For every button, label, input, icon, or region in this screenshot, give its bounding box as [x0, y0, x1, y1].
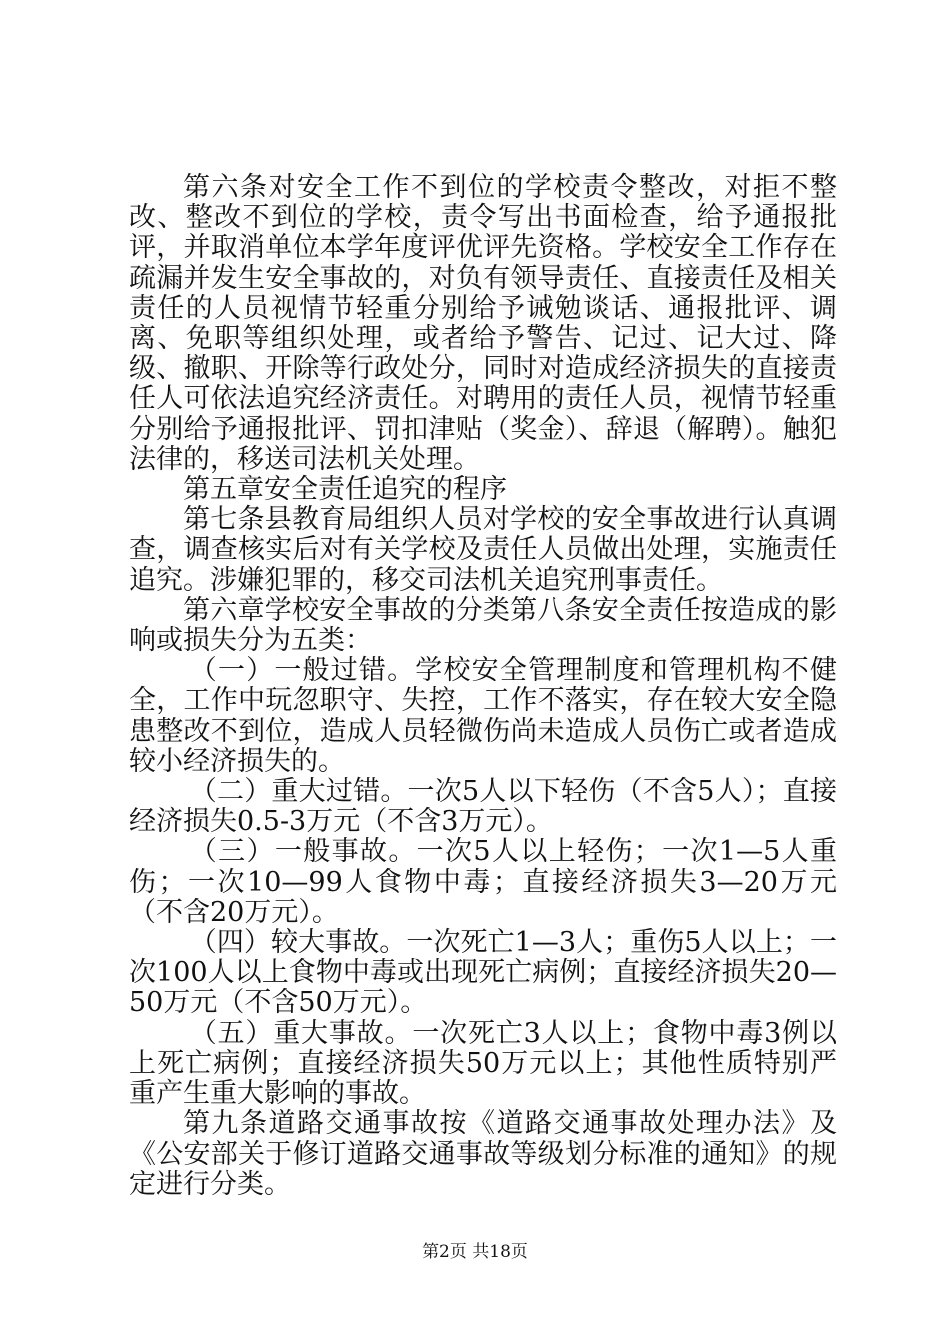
list-item-category-4: （四）较大事故。一次死亡1—3人；重伤5人以上；一次100人以上食物中毒或出现死亡病例；直接经济损失20—50万元（不含50万元）。: [129, 927, 837, 1019]
paragraph-article-9: 第九条道路交通事故按《道路交通事故处理办法》及《公安部关于修订道路交通事故等级划分标准的通知》的规定进行分类。: [129, 1108, 837, 1200]
document-body: [129, 173, 837, 1200]
paragraph-chapter-6-article-8: 第六章学校安全事故的分类第八条安全责任按造成的影响或损失分为五类：: [129, 594, 837, 657]
paragraph-article-6: 第六条对安全工作不到位的学校责令整改，对拒不整改、整改不到位的学校，责令写出书面检查，给予通报批评，并取消单位本学年度评优评先资格。学校安全工作存在疏漏并发生安全事故的，对负有领导责任、直接责任及相关责任的人员视情节轻重分别给予诫勉谈话、通报批评、调离、免职等组织处理，或者给予警告、记过、记大过、降级、撤职、开除等行政处分，同时对造成经济损失的直接责任人可依法追究经济责任。对聘用的责任人员，视情节轻重分别给予通报批评、罚扣津贴（奖金）、辞退（解聘）。触犯法律的，移送司法机关处理。: [129, 172, 837, 475]
list-item-category-3: （三）一般事故。一次5人以上轻伤；一次1—5人重伤；一次10—99人食物中毒；直接经济损失3—20万元（不含20万元）。: [129, 836, 837, 928]
paragraph-article-7: 第七条县教育局组织人员对学校的安全事故进行认真调查，调查核实后对有关学校及责任人员做出处理，实施责任追究。涉嫌犯罪的，移交司法机关追究刑事责任。: [129, 504, 837, 596]
list-item-category-1: （一）一般过错。学校安全管理制度和管理机构不健全，工作中玩忽职守、失控，工作不落实，存在较大安全隐患整改不到位，造成人员轻微伤尚未造成人员伤亡或者造成较小经济损失的。: [129, 655, 837, 777]
page-number-footer: 第2页 共18页: [422, 1242, 528, 1262]
list-item-category-2: （二）重大过错。一次5人以下轻伤（不含5人）；直接经济损失0.5-3万元（不含3万元）。: [129, 776, 837, 838]
list-item-category-5: （五）重大事故。一次死亡3人以上；食物中毒3例以上死亡病例；直接经济损失50万元以上；其他性质特别严重产生重大影响的事故。: [129, 1017, 837, 1110]
chapter-5-heading: 第五章安全责任追究的程序: [183, 474, 507, 506]
